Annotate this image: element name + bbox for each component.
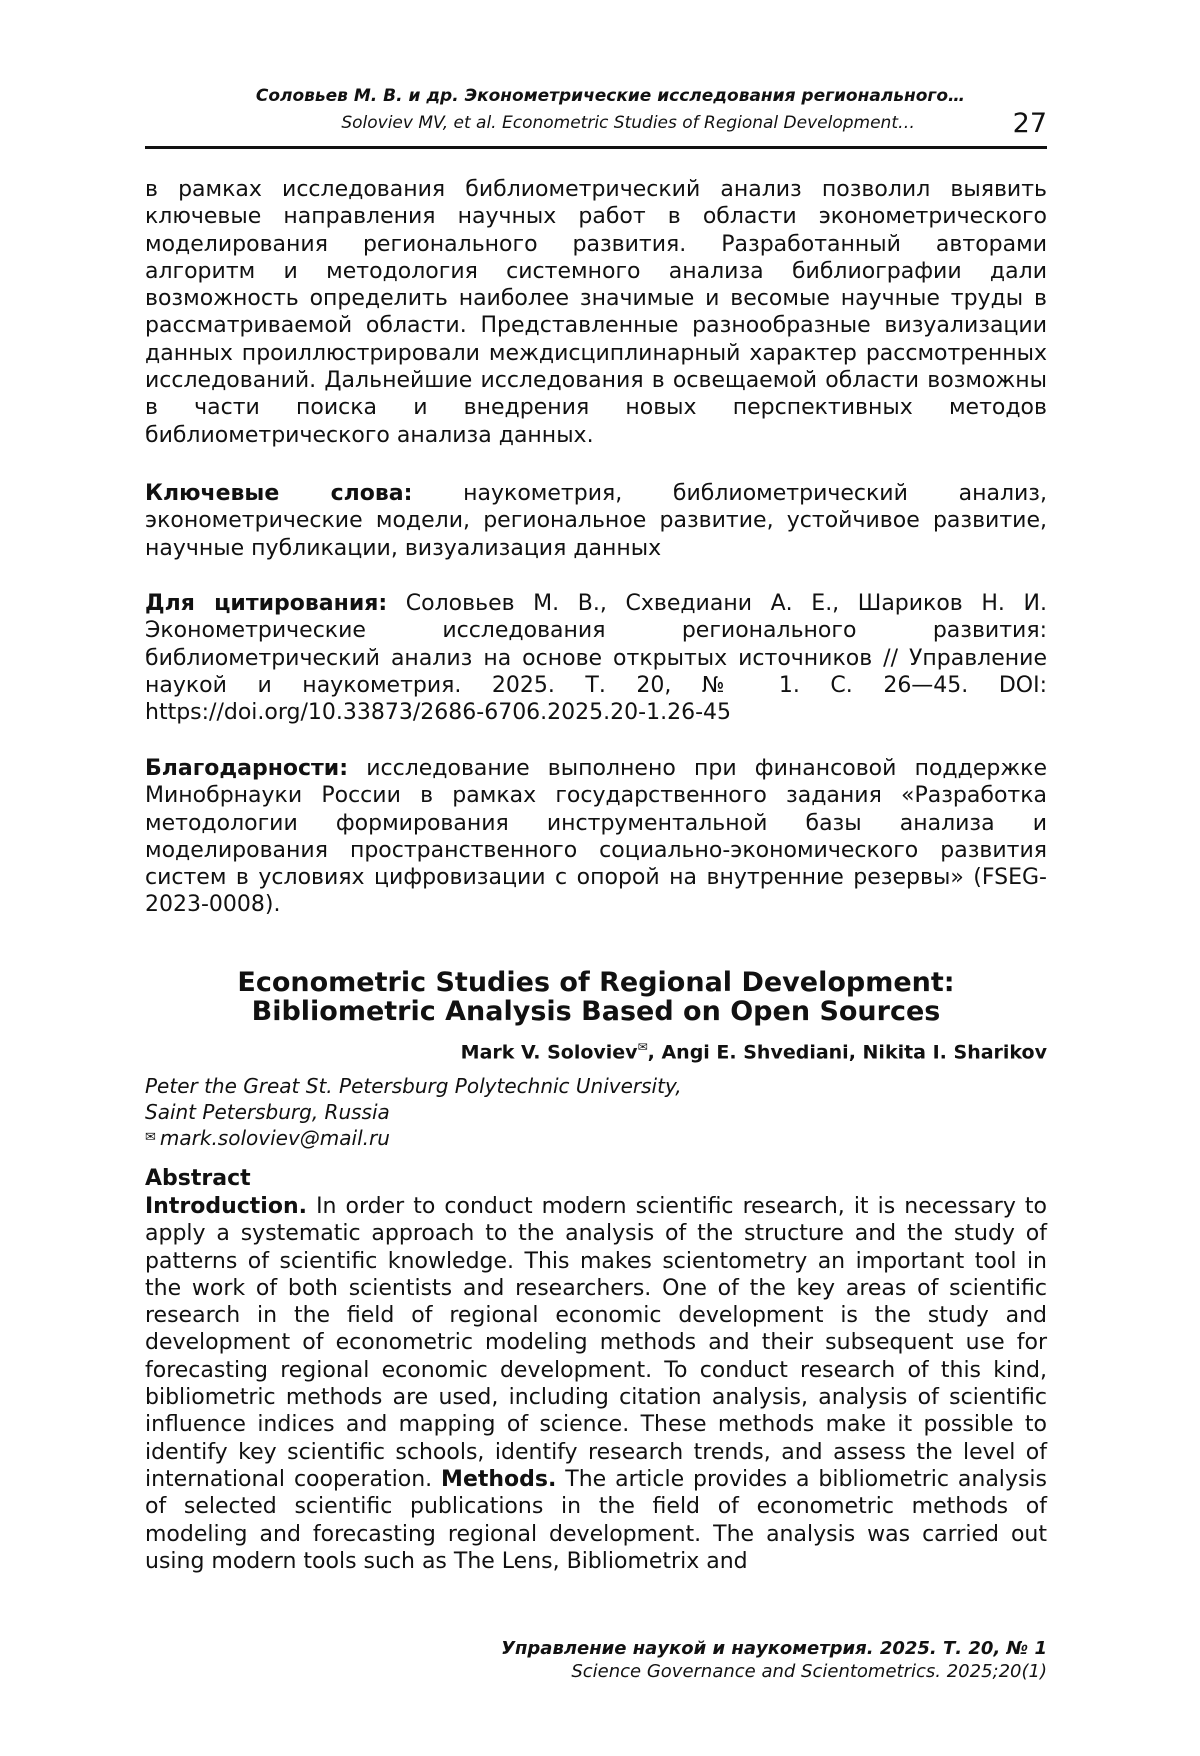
ru-citation: [145, 590, 1047, 726]
author-others: , Angi E. Shvediani, Nikita I. Sharikov: [647, 1041, 1047, 1064]
running-header-title-en: Soloviev MV, et al. Econometric Studies of Regional Development…: [341, 113, 915, 133]
introduction-text: In order to conduct modern scientific research, it is necessary to apply a systematic approach to the analysis of the structure and the study of patterns of scientific knowledge. This makes scientometry an important tool in the work of both scientists and researchers. One of the key areas of scientific research in the field of regional economic development is the study and development of econometric modeling methods and their subsequent use for forecasting regional economic development. To conduct research of this kind, bibliometric methods are used, including citation analysis, analysis of scientific influence indices and mapping of science. These methods make it possible to identify key scientific schools, identify research trends, and assess the level of international cooperation.: [145, 1194, 1047, 1492]
affiliation-city: Saint Petersburg, Russia: [145, 1100, 390, 1124]
article-title-line2: Bibliometric Analysis Based on Open Sources: [251, 996, 941, 1027]
methods-text: The article provides a bibliometric analysis of selected scientific publications in the field of econometric methods of modeling and forecasting regional development. The analysis was carried out using modern tools such as The Lens, Bibliometrix and: [145, 1466, 1047, 1574]
acknowledgements-text: исследование выполнено при финансовой поддержке Минобрнауки России в рамках государственного задания «Разработка методологии формирования инструментальной базы анализа и моделирования пространственного социально-экономического развития систем в условиях цифровизации с опорой на внутренние резервы» (FSEG-2023-0008).: [145, 756, 1047, 918]
abstract-heading: Abstract: [145, 1166, 251, 1191]
email-text: mark.soloviev@mail.ru: [159, 1126, 390, 1150]
keywords-label: Ключевые слова:: [145, 481, 413, 506]
keywords-text: наукометрия, библиометрический анализ, эконометрические модели, региональное развитие, устойчивое развитие, научные публикации, визуализация данных: [145, 481, 1047, 561]
ru-acknowledgements: [145, 755, 1047, 919]
page-number: 27: [1012, 108, 1047, 139]
journal-name-ru: Управление наукой и наукометрия. 2025. Т. 20, № 1: [501, 1638, 1047, 1659]
article-title-en: [145, 968, 1047, 1026]
citation-label: Для цитирования:: [145, 591, 388, 616]
article-title-line1: Econometric Studies of Regional Development:: [237, 967, 955, 998]
en-abstract-body: [145, 1193, 1047, 1575]
introduction-label: Introduction.: [145, 1194, 307, 1219]
methods-label: Methods.: [441, 1466, 557, 1492]
running-footer: [501, 1638, 1047, 1682]
envelope-icon: ✉: [637, 1040, 648, 1054]
envelope-icon: ✉: [145, 1130, 156, 1145]
running-header-title-ru: Соловьев М. В. и др. Эконометрические исследования регионального…: [255, 86, 965, 106]
ru-abstract-conclusion: в рамках исследования библиометрический анализ позволил выявить ключевые направления научных работ в области эконометрического моделирования регионального развития. Разработанный авторами алгоритм и методология системного анализа библиографии дали возможность определить наиболее значимые и весомые научные труды в рассматриваемой области. Представленные разнообразные визуализации данных проиллюстрировали междисциплинарный характер рассмотренных исследований. Дальнейшие исследования в освещаемой области возможны в части поиска и внедрения новых перспективных методов библиометрического анализа данных.: [145, 177, 1047, 448]
author-list: [461, 1040, 1047, 1063]
running-header: [145, 86, 1047, 149]
affiliation: [145, 1073, 682, 1151]
acknowledgements-label: Благодарности:: [145, 756, 349, 781]
corresponding-email: [145, 1125, 682, 1151]
affiliation-university: Peter the Great St. Petersburg Polytechnic University,: [145, 1074, 682, 1098]
author-soloviev: Mark V. Soloviev: [460, 1041, 638, 1064]
ru-keywords: [145, 480, 1047, 562]
journal-name-en: Science Governance and Scientometrics. 2025;20(1): [571, 1661, 1047, 1682]
citation-text: Соловьев М. В., Схведиани А. Е., Шариков Н. И. Эконометрические исследования регионального развития: библиометрический анализ на основе открытых источников // Управление наукой и наукометрия. 2025. Т. 20, № 1. С. 26—45. DOI: https://doi.org/10.33873/2686-6706.2025.20-1.26-45: [145, 591, 1047, 726]
